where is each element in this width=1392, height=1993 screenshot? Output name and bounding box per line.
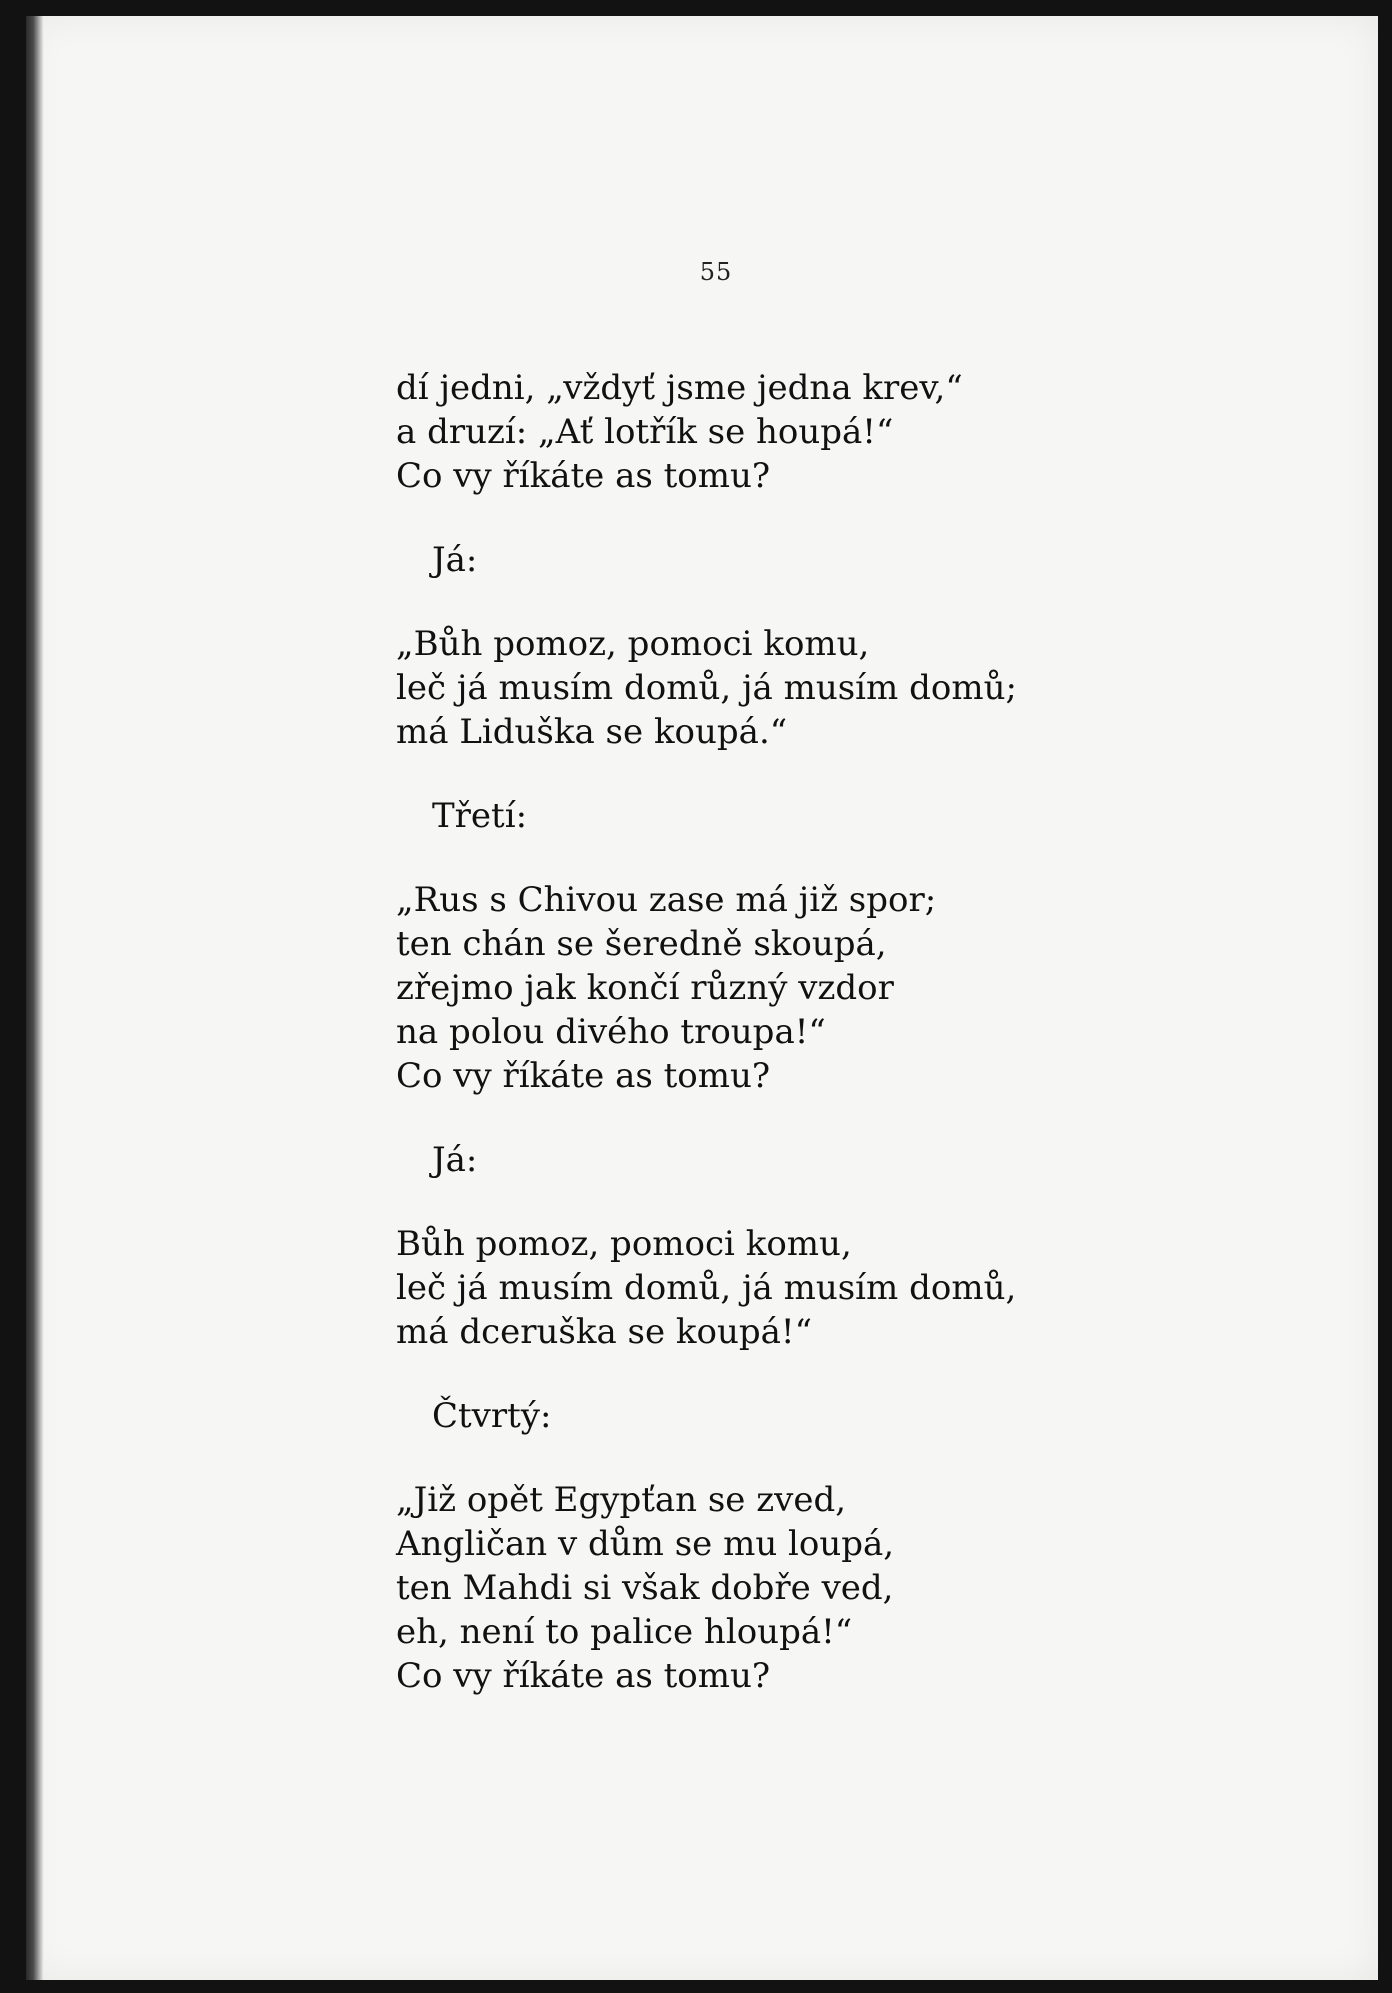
verse-line: Co vy říkáte as tomu? <box>396 456 771 496</box>
stanza-gap <box>396 1098 1096 1138</box>
verse-line: má Liduška se koupá.“ <box>396 712 788 752</box>
verse-line: ten Mahdi si však dobře ved, <box>396 1568 894 1608</box>
verse-line: zřejmo jak končí různý vzdor <box>396 968 894 1008</box>
verse-line: dí jedni, „vždyť jsme jedna krev,“ <box>396 368 963 408</box>
verse-line: na polou divého troupa!“ <box>396 1012 826 1052</box>
verse-line: Angličan v dům se mu loupá, <box>396 1524 895 1564</box>
stanza <box>396 622 1096 754</box>
stanza-gap <box>396 838 1096 878</box>
stanza <box>396 1478 1096 1698</box>
poem-text <box>396 366 1096 1698</box>
stanza-gap <box>396 754 1096 794</box>
stanza <box>396 366 1096 498</box>
book-page <box>26 16 1378 1980</box>
binding-edge <box>26 16 44 1980</box>
verse-line: leč já musím domů, já musím domů, <box>396 1268 1017 1308</box>
stanza-gap <box>396 498 1096 538</box>
verse-line: „Bůh pomoz, pomoci komu, <box>396 624 870 664</box>
verse-line: „Již opět Egypťan se zved, <box>396 1480 847 1520</box>
page-number: 55 <box>699 258 733 286</box>
stanza-gap <box>396 1182 1096 1222</box>
speaker-label: Třetí: <box>432 796 528 836</box>
verse-line: „Rus s Chivou zase má již spor; <box>396 880 937 920</box>
stanza-gap <box>396 582 1096 622</box>
verse-line: a druzí: „Ať lotřík se houpá!“ <box>396 412 894 452</box>
stanza-gap <box>396 1438 1096 1478</box>
verse-line: leč já musím domů, já musím domů; <box>396 668 1017 708</box>
verse-line: eh, není to palice hloupá!“ <box>396 1612 853 1652</box>
stanza <box>396 878 1096 1098</box>
stanza-gap <box>396 1354 1096 1394</box>
stanza <box>396 1222 1096 1354</box>
speaker-label: Já: <box>432 1140 478 1180</box>
verse-line: Bůh pomoz, pomoci komu, <box>396 1224 852 1264</box>
verse-line: Co vy říkáte as tomu? <box>396 1056 771 1096</box>
verse-line: ten chán se šeredně skoupá, <box>396 924 887 964</box>
speaker-label: Čtvrtý: <box>432 1396 552 1436</box>
verse-line: Co vy říkáte as tomu? <box>396 1656 771 1696</box>
speaker-label: Já: <box>432 540 478 580</box>
verse-line: má dceruška se koupá!“ <box>396 1312 812 1352</box>
